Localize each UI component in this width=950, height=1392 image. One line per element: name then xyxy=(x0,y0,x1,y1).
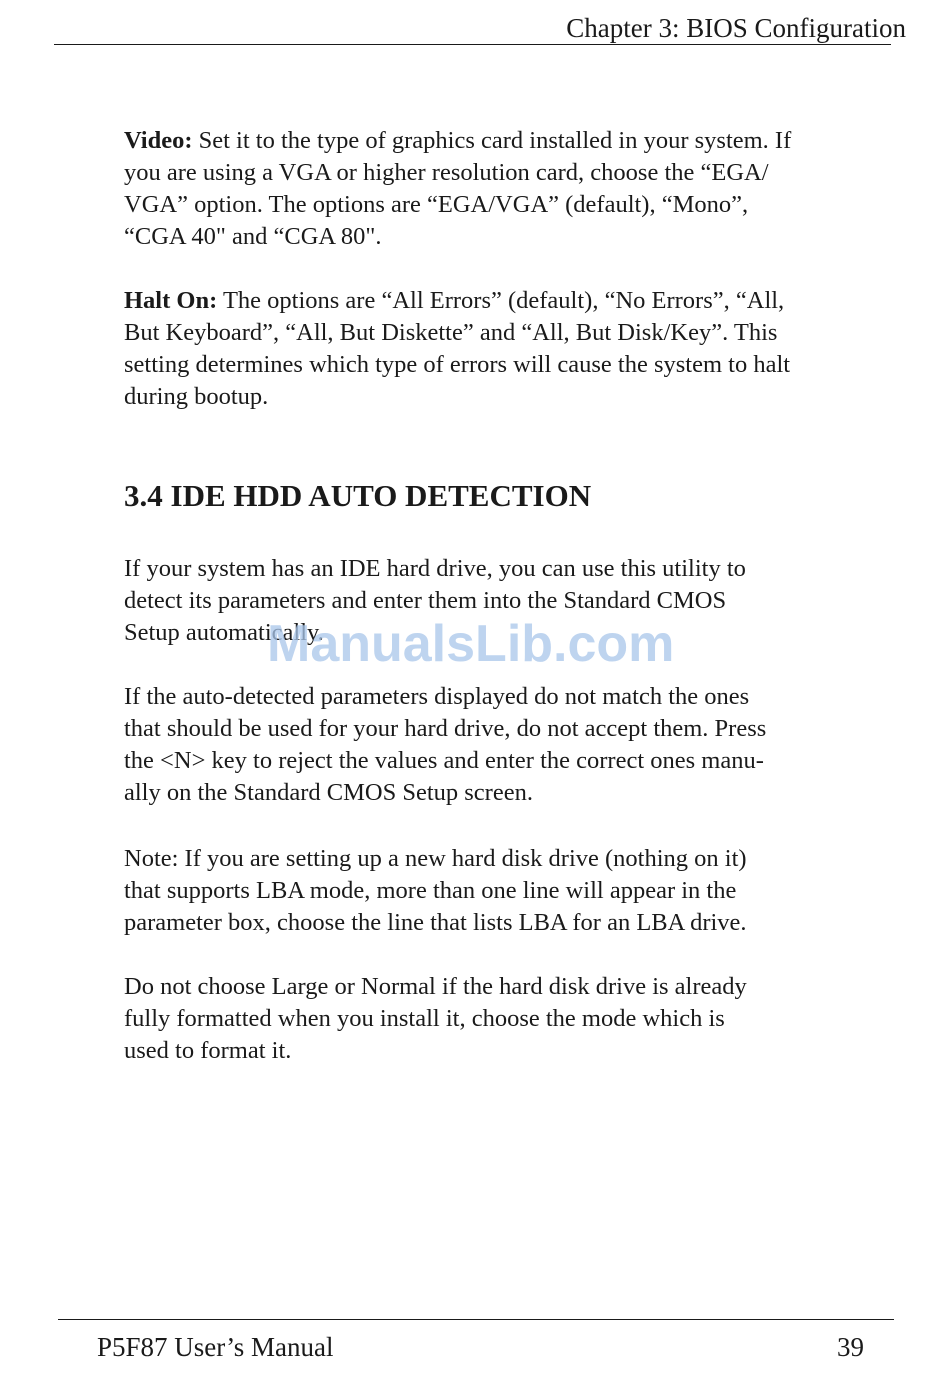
video-paragraph xyxy=(124,125,874,253)
note-line-2: that supports LBA mode, more than one line will appear in the xyxy=(124,877,737,904)
mismatch-line-3: the <N> key to reject the values and enter the correct ones manu- xyxy=(124,747,764,774)
spacer xyxy=(124,515,874,553)
footer-divider xyxy=(58,1319,894,1320)
spacer xyxy=(124,809,874,843)
video-line-4: “CGA 40" and “CGA 80". xyxy=(124,223,382,250)
halt-on-line-2: But Keyboard”, “All, But Diskette” and “All, But Disk/Key”. This xyxy=(124,319,778,346)
note-paragraph xyxy=(124,843,874,939)
halt-on-text-1: The options are “All Errors” (default), “No Errors”, “All, xyxy=(222,287,785,314)
video-line-2: you are using a VGA or higher resolution card, choose the “EGA/ xyxy=(124,159,769,186)
halt-on-term: Halt On: xyxy=(124,287,218,314)
intro-line-1: If your system has an IDE hard drive, you can use this utility to xyxy=(124,555,746,582)
intro-line-2: detect its parameters and enter them into the Standard CMOS xyxy=(124,587,727,614)
format-paragraph xyxy=(124,971,874,1067)
spacer xyxy=(124,253,874,285)
halt-on-paragraph xyxy=(124,285,874,413)
intro-paragraph xyxy=(124,553,874,649)
running-header: Chapter 3: BIOS Configuration xyxy=(566,13,906,43)
watermark-logo: ManualsLib.com xyxy=(267,615,675,673)
video-text-1: Set it to the type of graphics card installed in your system. If xyxy=(198,127,792,154)
spacer xyxy=(124,413,874,477)
note-line-1: Note: If you are setting up a new hard disk drive (nothing on it) xyxy=(124,845,747,872)
video-line-1 xyxy=(124,125,874,157)
halt-on-line-3: setting determines which type of errors will cause the system to halt xyxy=(124,351,791,378)
video-term: Video: xyxy=(124,127,193,154)
spacer xyxy=(124,649,874,681)
section-heading: 3.4 IDE HDD AUTO DETECTION xyxy=(124,478,592,513)
spacer xyxy=(124,939,874,971)
intro-line-3: Setup automatically. xyxy=(124,619,324,646)
halt-on-line-4: during bootup. xyxy=(124,383,269,410)
page-number: 39 xyxy=(837,1332,864,1362)
mismatch-line-4: ally on the Standard CMOS Setup screen. xyxy=(124,779,533,806)
header-divider xyxy=(54,44,891,45)
page-body xyxy=(124,125,874,1067)
format-line-3: used to format it. xyxy=(124,1037,292,1064)
mismatch-paragraph xyxy=(124,681,874,809)
format-line-2: fully formatted when you install it, choose the mode which is xyxy=(124,1005,725,1032)
note-line-3: parameter box, choose the line that lists LBA for an LBA drive. xyxy=(124,909,747,936)
footer-manual-title: P5F87 User’s Manual xyxy=(97,1332,334,1362)
mismatch-line-2: that should be used for your hard drive, do not accept them. Press xyxy=(124,715,767,742)
mismatch-line-1: If the auto-detected parameters displayed do not match the ones xyxy=(124,683,750,710)
video-line-3: VGA” option. The options are “EGA/VGA” (default), “Mono”, xyxy=(124,191,749,218)
format-line-1: Do not choose Large or Normal if the hard disk drive is already xyxy=(124,973,747,1000)
halt-on-line-1 xyxy=(124,285,874,317)
